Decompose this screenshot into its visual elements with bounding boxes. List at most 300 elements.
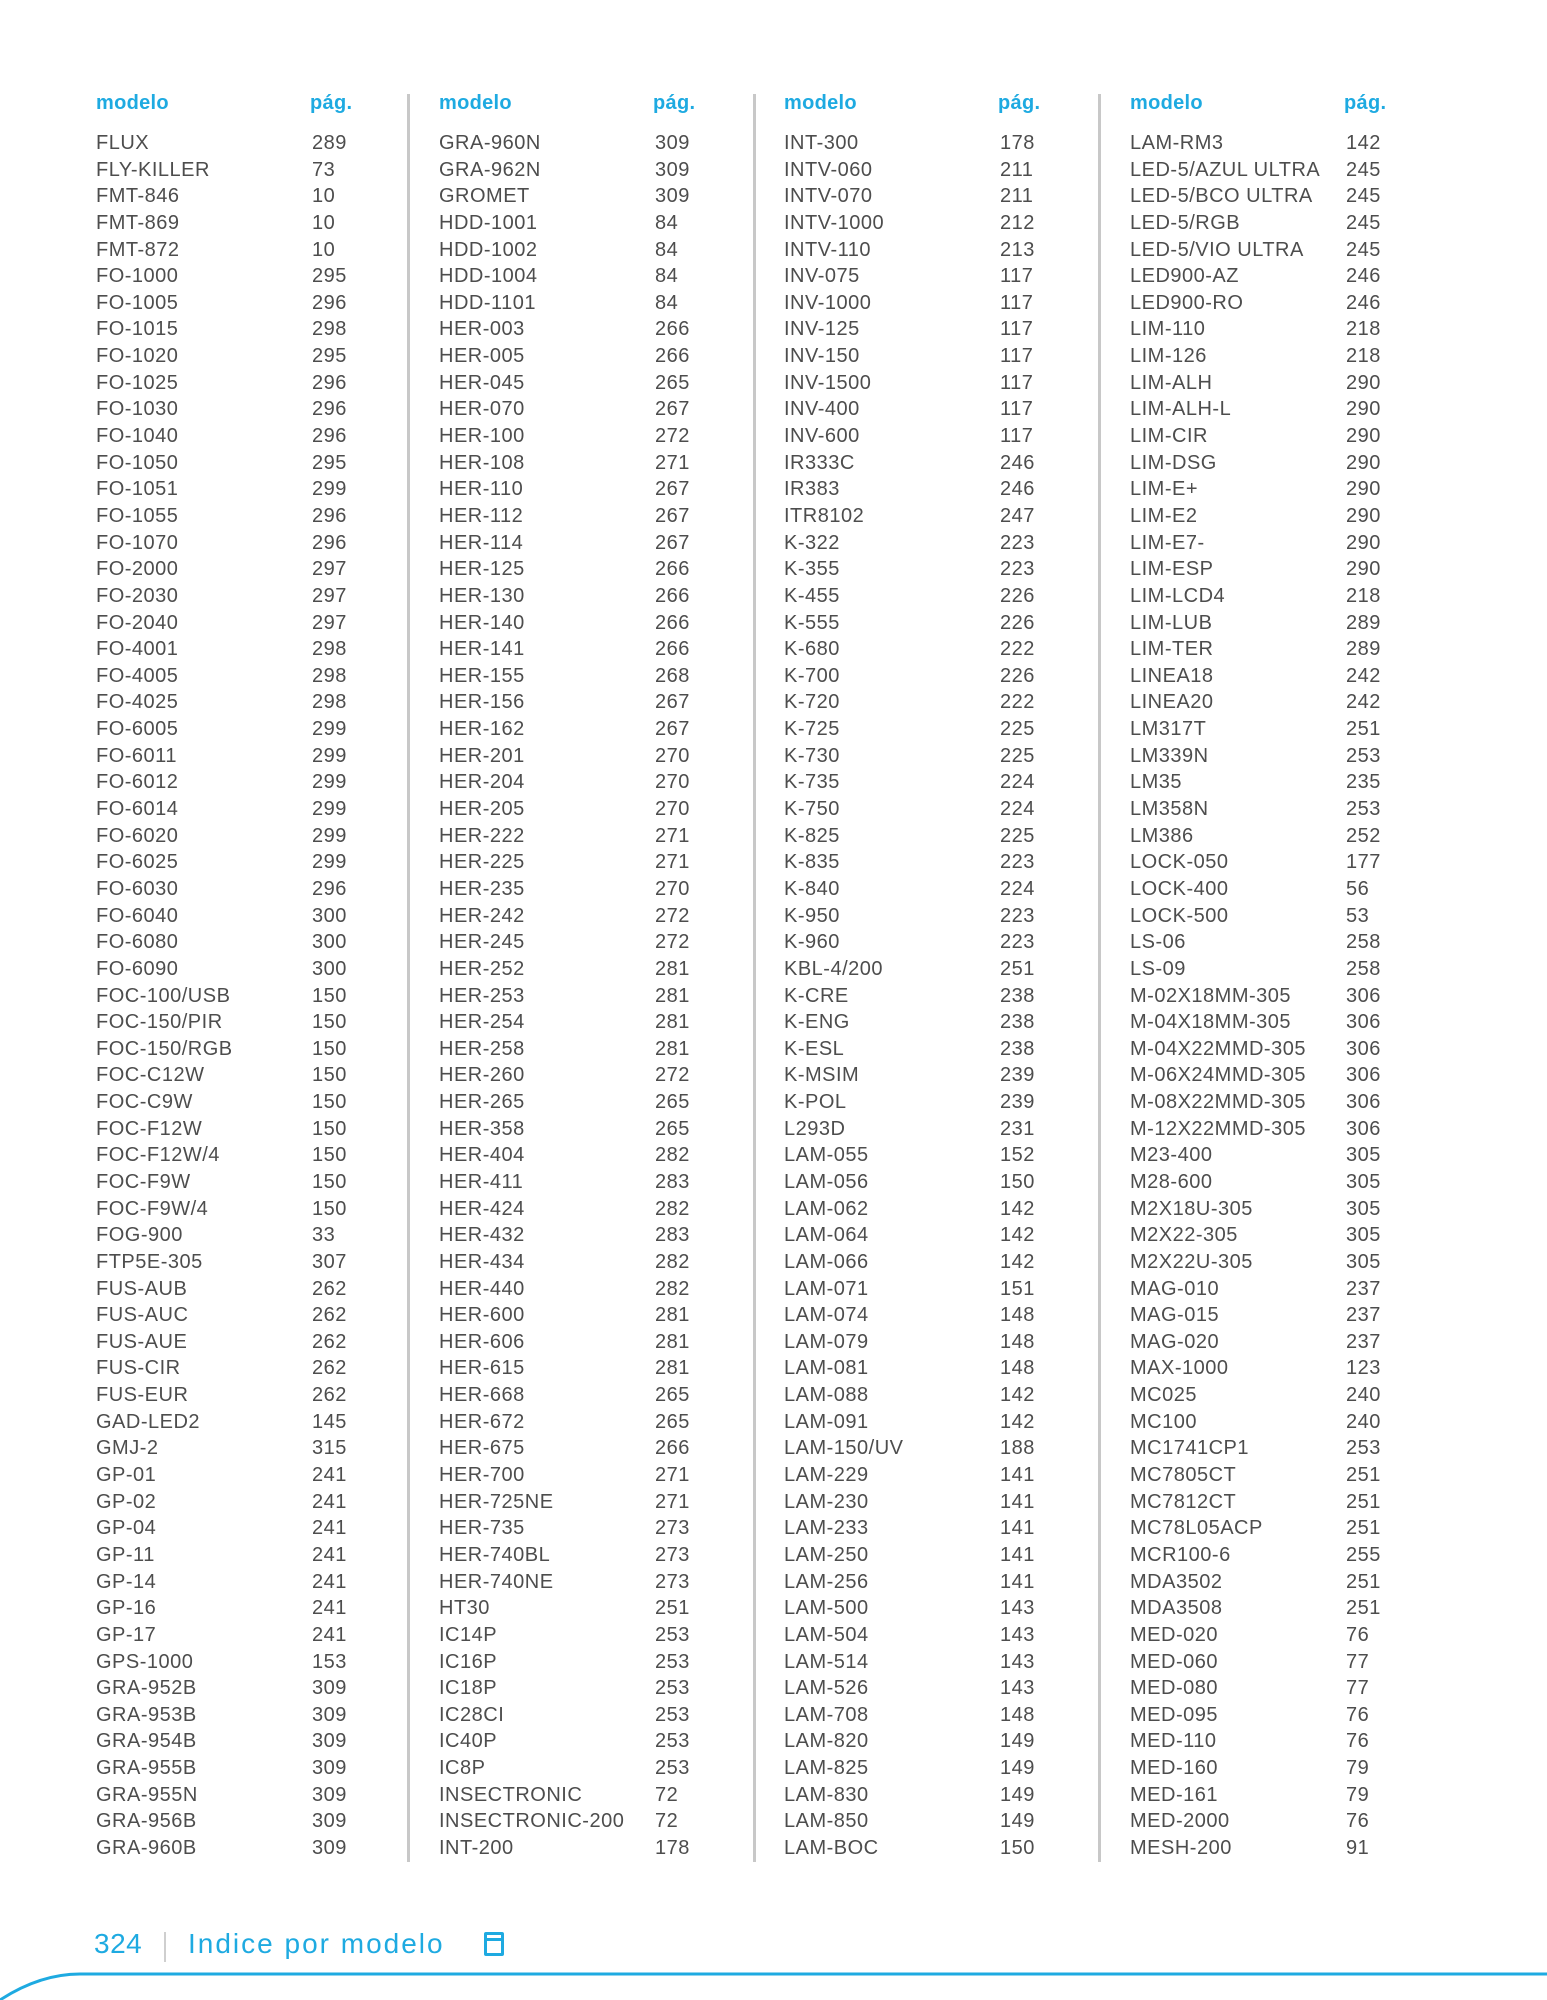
page-ref: 223 — [1000, 851, 1035, 874]
model-code: HER-225 — [439, 851, 525, 874]
index-row — [96, 716, 392, 743]
model-code: FO-1005 — [96, 291, 179, 314]
index-row — [439, 1675, 735, 1702]
index-row — [96, 823, 392, 850]
index-row — [1130, 1702, 1426, 1729]
page-ref: 251 — [655, 1597, 690, 1620]
index-row — [1130, 1782, 1426, 1809]
model-code: INTV-110 — [784, 238, 871, 261]
page-ref: 226 — [1000, 584, 1035, 607]
model-code: LAM-514 — [784, 1650, 869, 1673]
index-row — [96, 1569, 392, 1596]
page-ref: 84 — [655, 211, 679, 234]
model-code: M2X22-305 — [1130, 1224, 1238, 1247]
model-code: FO-4001 — [96, 638, 179, 661]
page-ref: 148 — [1000, 1703, 1035, 1726]
index-row — [1130, 769, 1426, 796]
model-code: LED-5/BCO ULTRA — [1130, 185, 1313, 208]
index-row — [1130, 1435, 1426, 1462]
model-code: HER-141 — [439, 638, 525, 661]
index-row — [439, 1835, 735, 1862]
index-row — [96, 556, 392, 583]
index-row — [439, 876, 735, 903]
index-row — [96, 1089, 392, 1116]
page-ref: 306 — [1346, 1091, 1381, 1114]
model-code: MED-080 — [1130, 1677, 1218, 1700]
model-code: HER-434 — [439, 1250, 525, 1273]
index-row — [784, 796, 1080, 823]
index-row — [439, 503, 735, 530]
index-row — [96, 583, 392, 610]
index-row — [784, 929, 1080, 956]
model-code: M23-400 — [1130, 1144, 1213, 1167]
model-code: IC28CI — [439, 1703, 505, 1726]
page-ref: 266 — [655, 611, 690, 634]
page-ref: 241 — [312, 1517, 347, 1540]
page-ref: 149 — [1000, 1757, 1035, 1780]
page-ref: 266 — [655, 1437, 690, 1460]
index-row — [96, 743, 392, 770]
page-ref: 309 — [655, 185, 690, 208]
page-ref: 267 — [655, 531, 690, 554]
page-ref: 239 — [1000, 1064, 1035, 1087]
model-code: LAM-526 — [784, 1677, 869, 1700]
page-ref: 10 — [312, 211, 336, 234]
model-code: MED-110 — [1130, 1730, 1217, 1753]
page-ref: 289 — [1346, 611, 1381, 634]
page-ref: 150 — [312, 1144, 347, 1167]
page-ref: 289 — [1346, 638, 1381, 661]
model-code: FUS-AUB — [96, 1277, 188, 1300]
model-code: LM386 — [1130, 824, 1194, 847]
index-row — [439, 929, 735, 956]
index-row — [784, 1649, 1080, 1676]
header-modelo: modelo — [96, 92, 169, 114]
index-row — [439, 1622, 735, 1649]
model-code: FO-6080 — [96, 931, 179, 954]
index-row — [1130, 183, 1426, 210]
model-code: GRA-952B — [96, 1677, 197, 1700]
index-row — [439, 1542, 735, 1569]
index-row — [96, 796, 392, 823]
index-column-2 — [435, 88, 735, 1870]
model-code: FOC-150/PIR — [96, 1011, 223, 1034]
model-code: IR383 — [784, 478, 840, 501]
index-row — [96, 290, 392, 317]
page-ref: 251 — [1346, 1490, 1381, 1513]
index-row — [1130, 530, 1426, 557]
page-ref: 253 — [1346, 798, 1381, 821]
index-row — [96, 1409, 392, 1436]
page-ref: 272 — [655, 425, 690, 448]
index-row — [96, 1649, 392, 1676]
page-ref: 282 — [655, 1144, 690, 1167]
model-code: FO-6090 — [96, 957, 179, 980]
model-code: HER-242 — [439, 904, 525, 927]
page-ref: 117 — [1000, 291, 1034, 314]
model-code: MAX-1000 — [1130, 1357, 1229, 1380]
model-code: FUS-CIR — [96, 1357, 181, 1380]
model-code: LAM-056 — [784, 1170, 869, 1193]
index-row — [784, 1116, 1080, 1143]
index-row — [784, 1382, 1080, 1409]
page-ref: 251 — [1346, 1517, 1381, 1540]
index-row — [96, 769, 392, 796]
index-row — [784, 849, 1080, 876]
page-ref: 76 — [1346, 1810, 1370, 1833]
model-code: GP-16 — [96, 1597, 157, 1620]
model-code: HER-615 — [439, 1357, 525, 1380]
page-ref: 240 — [1346, 1384, 1381, 1407]
page-ref: 251 — [1346, 1464, 1381, 1487]
page-ref: 281 — [655, 1357, 690, 1380]
index-row — [784, 1835, 1080, 1862]
header-modelo: modelo — [1130, 92, 1203, 114]
page-ref: 150 — [1000, 1170, 1035, 1193]
model-code: LM317T — [1130, 718, 1207, 741]
model-code: INTV-060 — [784, 158, 873, 181]
page-ref: 235 — [1346, 771, 1381, 794]
model-code: MED-095 — [1130, 1703, 1218, 1726]
page-ref: 296 — [312, 291, 347, 314]
page-ref: 283 — [655, 1170, 690, 1193]
page-ref: 273 — [655, 1517, 690, 1540]
index-row — [1130, 1835, 1426, 1862]
model-code: LAM-064 — [784, 1224, 869, 1247]
model-code: LIM-LUB — [1130, 611, 1213, 634]
index-row — [96, 1728, 392, 1755]
page-ref: 141 — [1000, 1570, 1035, 1593]
index-row — [96, 689, 392, 716]
model-code: K-ENG — [784, 1011, 850, 1034]
model-code: FO-1025 — [96, 371, 179, 394]
index-row — [439, 1782, 735, 1809]
model-code: HER-725NE — [439, 1490, 554, 1513]
page-ref: 143 — [1000, 1650, 1035, 1673]
index-row — [439, 1169, 735, 1196]
page-ref: 241 — [312, 1570, 347, 1593]
page-ref: 300 — [312, 957, 347, 980]
page-ref: 281 — [655, 1037, 690, 1060]
page-ref: 262 — [312, 1384, 347, 1407]
index-row — [1130, 476, 1426, 503]
page-ref: 148 — [1000, 1357, 1035, 1380]
page-ref: 242 — [1346, 691, 1381, 714]
model-code: HER-045 — [439, 371, 525, 394]
page-ref: 142 — [1346, 132, 1381, 154]
page-ref: 212 — [1000, 211, 1035, 234]
index-row — [1130, 130, 1426, 157]
page-ref: 253 — [655, 1623, 690, 1646]
index-row — [96, 956, 392, 983]
index-row — [96, 1196, 392, 1223]
page-ref: 267 — [655, 504, 690, 527]
page-ref: 281 — [655, 1011, 690, 1034]
index-row — [1130, 689, 1426, 716]
page-ref: 270 — [655, 744, 690, 767]
model-code: M-04X18MM-305 — [1130, 1011, 1292, 1034]
page-ref: 148 — [1000, 1330, 1035, 1353]
model-code: HDD-1101 — [439, 291, 536, 314]
model-code: INT-300 — [784, 132, 859, 154]
model-code: INV-1500 — [784, 371, 872, 394]
index-row — [96, 1835, 392, 1862]
page-ref: 309 — [655, 132, 690, 154]
index-row — [784, 1755, 1080, 1782]
index-row — [784, 1302, 1080, 1329]
page-ref: 117 — [1000, 425, 1034, 448]
index-column-4 — [1126, 88, 1426, 1870]
index-row — [784, 1702, 1080, 1729]
model-code: LAM-708 — [784, 1703, 869, 1726]
index-row — [784, 583, 1080, 610]
page-ref: 309 — [312, 1810, 347, 1833]
page-ref: 152 — [1000, 1144, 1035, 1167]
model-code: M2X22U-305 — [1130, 1250, 1253, 1273]
model-code: MAG-020 — [1130, 1330, 1220, 1353]
page-ref: 246 — [1346, 265, 1381, 288]
index-row — [784, 530, 1080, 557]
index-row — [439, 1116, 735, 1143]
model-code: K-MSIM — [784, 1064, 860, 1087]
model-code: INV-1000 — [784, 291, 872, 314]
index-row — [439, 583, 735, 610]
page-ref: 253 — [1346, 1437, 1381, 1460]
page-ref: 226 — [1000, 611, 1035, 634]
model-code: INTV-070 — [784, 185, 873, 208]
index-row — [96, 1036, 392, 1063]
index-row — [439, 743, 735, 770]
page-ref: 296 — [312, 425, 347, 448]
model-code: LAM-RM3 — [1130, 132, 1224, 154]
page-ref: 141 — [1000, 1543, 1035, 1566]
model-code: FMT-846 — [96, 185, 180, 208]
index-row — [1130, 1355, 1426, 1382]
page-ref: 245 — [1346, 211, 1381, 234]
page-ref: 290 — [1346, 451, 1381, 474]
page-ref: 297 — [312, 584, 347, 607]
page-ref: 241 — [312, 1464, 347, 1487]
index-row — [1130, 1755, 1426, 1782]
page-ref: 306 — [1346, 1037, 1381, 1060]
page-ref: 211 — [1000, 158, 1034, 181]
model-code: HER-265 — [439, 1091, 525, 1114]
model-code: HER-254 — [439, 1011, 525, 1034]
index-row — [1130, 1649, 1426, 1676]
page-ref: 142 — [1000, 1384, 1035, 1407]
model-code: LIM-CIR — [1130, 425, 1208, 448]
index-row — [439, 343, 735, 370]
model-code: GP-01 — [96, 1464, 157, 1487]
model-code: MED-161 — [1130, 1783, 1218, 1806]
model-code: M-12X22MMD-305 — [1130, 1117, 1306, 1140]
index-row — [96, 210, 392, 237]
index-row — [439, 1382, 735, 1409]
page-ref: 142 — [1000, 1250, 1035, 1273]
model-code: HER-201 — [439, 744, 525, 767]
index-row — [1130, 929, 1426, 956]
page-ref: 241 — [312, 1490, 347, 1513]
model-code: IC40P — [439, 1730, 498, 1753]
model-code: LED-5/AZUL ULTRA — [1130, 158, 1321, 181]
model-code: GMJ-2 — [96, 1437, 159, 1460]
index-row — [784, 1329, 1080, 1356]
page-ref: 265 — [655, 1091, 690, 1114]
model-code: GRA-954B — [96, 1730, 197, 1753]
model-code: MC78L05ACP — [1130, 1517, 1263, 1540]
model-code: HER-125 — [439, 558, 525, 581]
index-row — [1130, 290, 1426, 317]
index-row — [784, 1196, 1080, 1223]
index-row — [1130, 556, 1426, 583]
model-code: INSECTRONIC — [439, 1783, 583, 1806]
index-row — [784, 183, 1080, 210]
page-ref: 145 — [312, 1410, 347, 1433]
model-code: LAM-830 — [784, 1783, 869, 1806]
page-ref: 297 — [312, 558, 347, 581]
model-code: LAM-079 — [784, 1330, 869, 1353]
page-ref: 117 — [1000, 265, 1034, 288]
page-ref: 237 — [1346, 1330, 1381, 1353]
page-ref: 309 — [312, 1730, 347, 1753]
page-ref: 141 — [1000, 1517, 1035, 1540]
model-code: GRA-962N — [439, 158, 541, 181]
page-ref: 224 — [1000, 798, 1035, 821]
model-code: LIM-ALH-L — [1130, 398, 1232, 421]
model-code: HER-156 — [439, 691, 525, 714]
page-ref: 224 — [1000, 771, 1035, 794]
page-ref: 150 — [312, 984, 347, 1007]
index-row — [96, 903, 392, 930]
column-header — [96, 92, 392, 122]
model-code: LAM-088 — [784, 1384, 869, 1407]
model-code: FO-1040 — [96, 425, 179, 448]
index-row — [1130, 1675, 1426, 1702]
page-ref: 84 — [655, 291, 679, 314]
model-code: LAM-233 — [784, 1517, 869, 1540]
model-code: HER-740NE — [439, 1570, 554, 1593]
page-ref: 149 — [1000, 1730, 1035, 1753]
index-row — [784, 903, 1080, 930]
index-row — [439, 1036, 735, 1063]
index-row — [96, 1435, 392, 1462]
model-code: HER-112 — [439, 504, 524, 527]
model-code: FOC-F12W/4 — [96, 1144, 220, 1167]
model-code: LS-09 — [1130, 957, 1186, 980]
index-row — [96, 929, 392, 956]
model-code: GP-14 — [96, 1570, 157, 1593]
index-row — [439, 1249, 735, 1276]
model-code: K-ESL — [784, 1037, 845, 1060]
model-code: FLY-KILLER — [96, 158, 210, 181]
page-ref: 143 — [1000, 1677, 1035, 1700]
model-code: MED-2000 — [1130, 1810, 1230, 1833]
index-row — [1130, 1196, 1426, 1223]
model-code: HER-735 — [439, 1517, 525, 1540]
model-code: FMT-872 — [96, 238, 180, 261]
index-row — [439, 663, 735, 690]
page-ref: 305 — [1346, 1197, 1381, 1220]
model-code: LAM-229 — [784, 1464, 869, 1487]
index-row — [96, 636, 392, 663]
index-row — [439, 903, 735, 930]
index-row — [784, 663, 1080, 690]
page-ref: 295 — [312, 451, 347, 474]
index-row — [96, 183, 392, 210]
model-code: FOC-F9W — [96, 1170, 191, 1193]
model-code: MED-160 — [1130, 1757, 1218, 1780]
page-ref: 117 — [1000, 318, 1034, 341]
model-code: GPS-1000 — [96, 1650, 194, 1673]
index-row — [439, 423, 735, 450]
page-ref: 265 — [655, 1410, 690, 1433]
page-ref: 262 — [312, 1304, 347, 1327]
column-divider — [407, 94, 410, 1862]
page-ref: 289 — [312, 132, 347, 154]
page-ref: 253 — [655, 1730, 690, 1753]
index-row — [1130, 1062, 1426, 1089]
model-code: HER-411 — [439, 1170, 524, 1193]
index-row — [96, 1116, 392, 1143]
model-code: FUS-AUC — [96, 1304, 189, 1327]
page-ref: 296 — [312, 531, 347, 554]
page-ref: 141 — [1000, 1490, 1035, 1513]
index-row — [1130, 1462, 1426, 1489]
page-ref: 290 — [1346, 398, 1381, 421]
index-row — [96, 1009, 392, 1036]
page-ref: 222 — [1000, 691, 1035, 714]
model-code: FO-1051 — [96, 478, 179, 501]
index-row — [1130, 1302, 1426, 1329]
model-code: MAG-015 — [1130, 1304, 1220, 1327]
model-code: LIM-ALH — [1130, 371, 1213, 394]
page-ref: 117 — [1000, 371, 1034, 394]
model-code: K-825 — [784, 824, 840, 847]
index-row — [784, 423, 1080, 450]
index-row — [439, 1196, 735, 1223]
page-ref: 79 — [1346, 1783, 1370, 1806]
page-ref: 272 — [655, 904, 690, 927]
model-code: LM339N — [1130, 744, 1209, 767]
model-code: HER-130 — [439, 584, 525, 607]
page-ref: 268 — [655, 664, 690, 687]
footer-title: Indice por modelo — [188, 1928, 445, 1959]
model-code: HER-204 — [439, 771, 525, 794]
index-row — [1130, 823, 1426, 850]
model-code: MAG-010 — [1130, 1277, 1220, 1300]
model-code: HER-358 — [439, 1117, 525, 1140]
model-code: HER-740BL — [439, 1543, 551, 1566]
index-row — [96, 849, 392, 876]
page-ref: 270 — [655, 877, 690, 900]
page-ref: 223 — [1000, 931, 1035, 954]
index-row — [96, 1702, 392, 1729]
index-row — [1130, 743, 1426, 770]
page-ref: 309 — [655, 158, 690, 181]
page-ref: 305 — [1346, 1224, 1381, 1247]
model-code: HER-700 — [439, 1464, 525, 1487]
index-row — [1130, 849, 1426, 876]
header-pagina: pág. — [653, 92, 696, 114]
model-code: LIM-DSG — [1130, 451, 1217, 474]
index-column-1 — [92, 88, 392, 1870]
page-ref: 33 — [312, 1224, 336, 1247]
index-row — [784, 610, 1080, 637]
page-ref: 299 — [312, 771, 347, 794]
index-row — [784, 743, 1080, 770]
model-code: HER-258 — [439, 1037, 525, 1060]
page-ref: 271 — [655, 451, 690, 474]
